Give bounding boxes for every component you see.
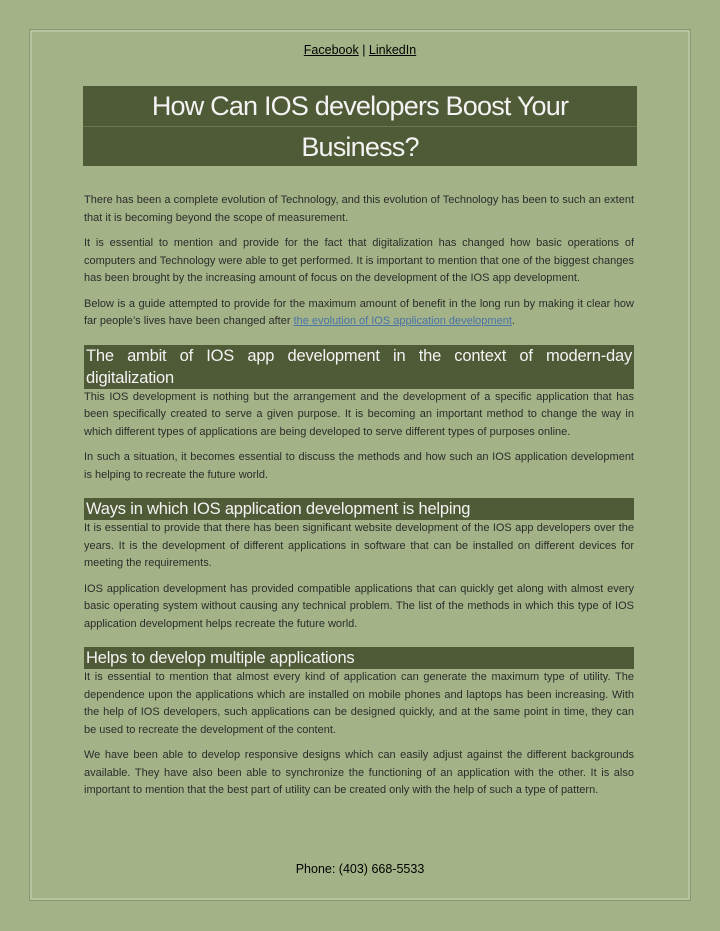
section-3-paragraph-1: It is essential to mention that almost every kind of application can generate the maximum type of utility. The dependence upon the applications which are installed on mobile phones and laptops has been increasing. With the help of IOS developers, such applications can be designed quickly, and at the same point in time, they can be used to recreate the development of the content. [84, 671, 634, 736]
section-1-paragraph-1: This IOS development is nothing but the arrangement and the development of a specific application that has been specifically created to serve a given purpose. It is becoming an important method to change the way in which different types of applications are being developed to serve different types of purposes online. [84, 390, 634, 438]
facebook-link[interactable]: Facebook [303, 43, 359, 57]
linkedin-link[interactable]: LinkedIn [368, 43, 417, 57]
article-body [84, 192, 634, 808]
intro-paragraph-3 [84, 296, 634, 331]
section-2-paragraph-1: It is essential to provide that there has been significant website development of the IOS app developers over the years. It is the development of different applications in software that can be installed on different devices for meeting the requirements. [84, 522, 634, 569]
footer-phone: Phone: (403) 668-5533 [295, 862, 425, 876]
intro-paragraph-1: There has been a complete evolution of Technology, and this evolution of Technology has been to such an extent that it is becoming beyond the scope of measurement. [84, 194, 634, 224]
intro-p3-end: . [511, 315, 515, 327]
section-3-paragraph-2: We have been able to develop responsive designs which can easily adjust against the different backgrounds available. They have also been able to synchronize the functioning of an application with the other. It is also important to mention that the best part of utility can be created only with the help of such a type of pattern. [84, 749, 634, 796]
title-divider [83, 126, 637, 127]
intro-p3-text: Below is a guide attempted to provide for the maximum amount of benefit in the long run by making it clear how far people’s lives have been changed after [84, 297, 634, 327]
link-separator: | [362, 43, 366, 57]
section-heading-multiple-apps: Helps to develop multiple applications [84, 647, 634, 669]
social-links [0, 43, 720, 57]
page-title [83, 86, 637, 166]
section-heading-ambit: The ambit of IOS app development in the context of modern-day digitalization [86, 346, 632, 387]
title-line-1: How Can IOS developers Boost Your [151, 91, 569, 121]
evolution-link[interactable]: the evolution of IOS application development [293, 315, 512, 327]
title-line-2: Business? [301, 132, 419, 162]
section-heading-ways: Ways in which IOS application development is helping [84, 498, 634, 520]
intro-paragraph-2: It is essential to mention and provide for the fact that digitalization has changed how basic operations of computers and Technology were able to get performed. It is important to mention that one of the biggest changes has been brought by the increasing amount of focus on the development of the IOS app development. [84, 237, 634, 284]
section-1-paragraph-2: In such a situation, it becomes essential to discuss the methods and how such an IOS application development is helping to recreate the future world. [84, 451, 634, 481]
section-2-paragraph-2: IOS application development has provided compatible applications that can quickly get along with almost every basic operating system without causing any technical problem. The list of the methods in which this type of IOS application development helps recreate the future world. [84, 582, 634, 630]
